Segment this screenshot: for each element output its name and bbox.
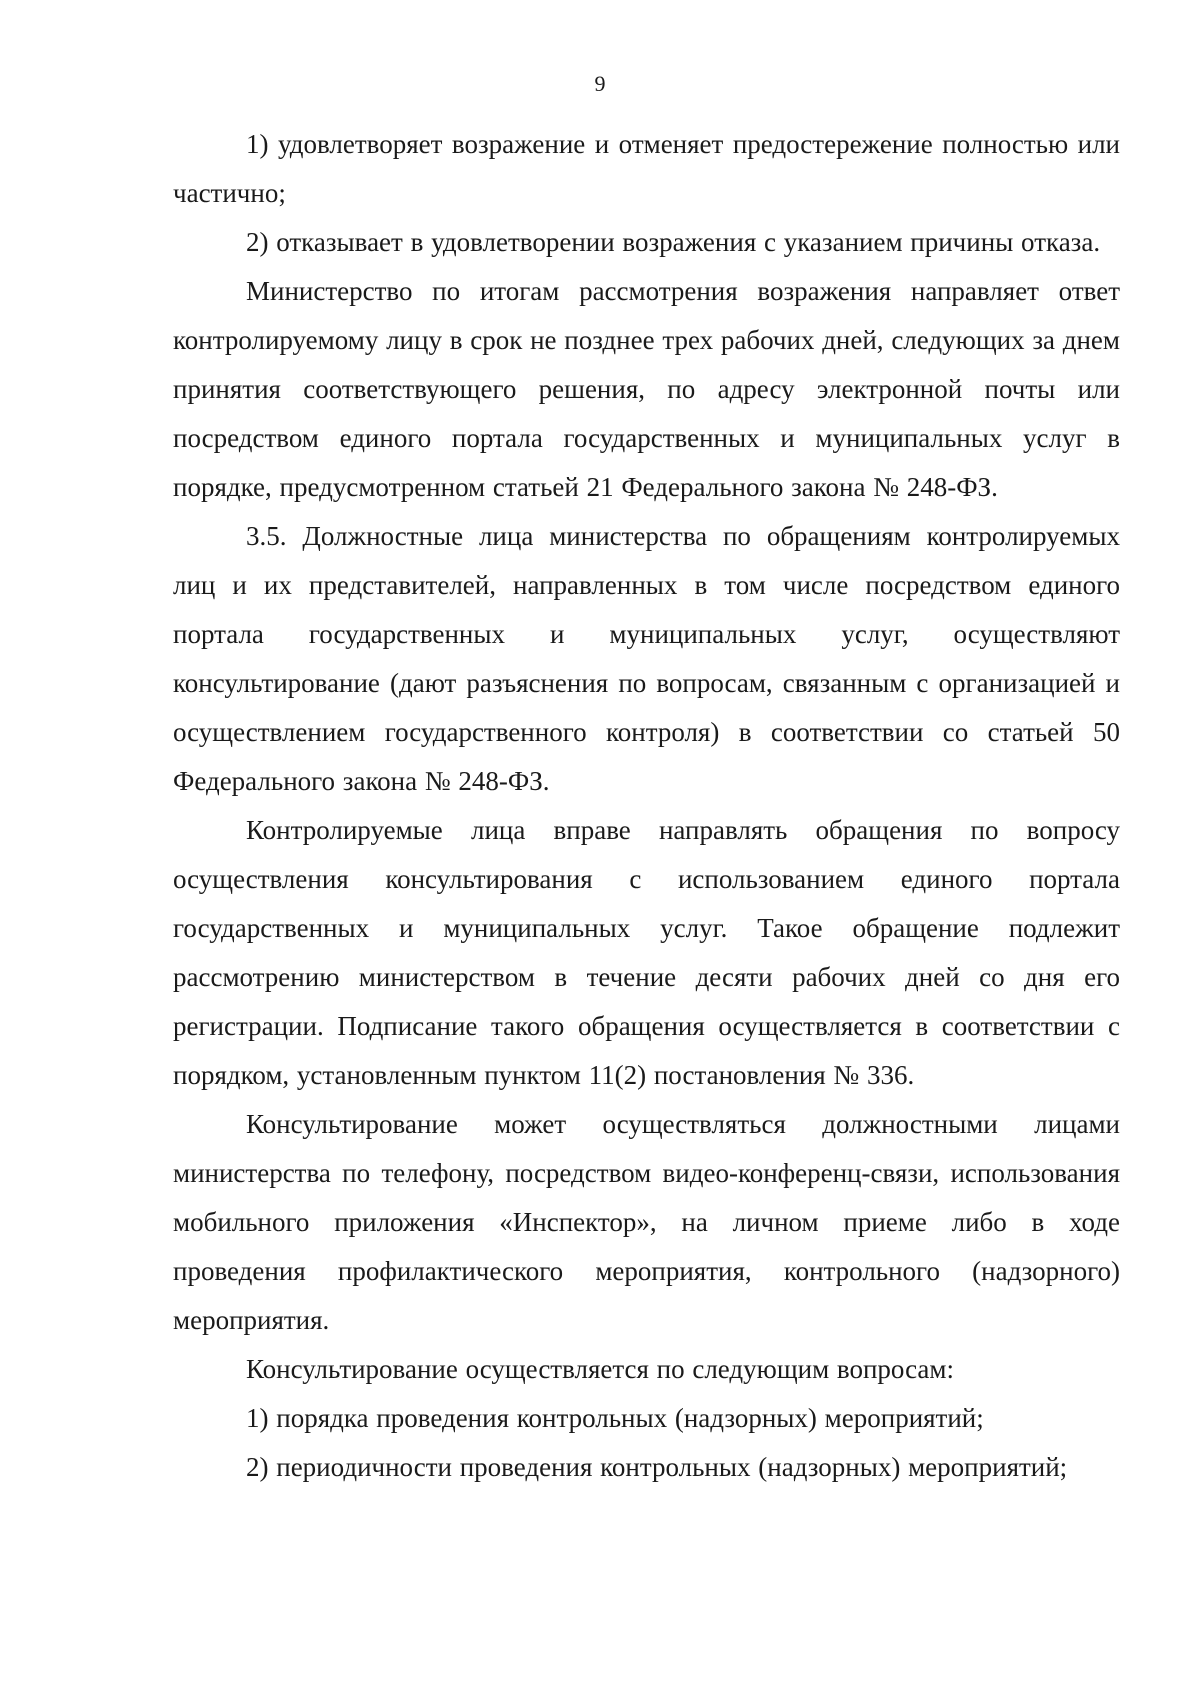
- paragraph-section-3-5: 3.5. Должностные лица министерства по обращениям контролируемых лиц и их представителей, направленных в том числе посредством единого портала государственных и муниципальных услуг, осуществляют консультирование (дают разъяснения по вопросам, связанным с организацией и осуществлением государственного контроля) в соответствии со статьей 50 Федерального закона № 248-ФЗ.: [173, 521, 1120, 796]
- paragraph-item-1-satisfies-objection: 1) удовлетворяет возражение и отменяет предостережение полностью или частично;: [173, 129, 1120, 208]
- paragraph-item-2-refuses-objection: 2) отказывает в удовлетворении возражения с указанием причины отказа.: [246, 227, 1101, 257]
- paragraph-controlled-persons-appeals: Контролируемые лица вправе направлять обращения по вопросу осуществления консультирования с использованием единого портала государственных и муниципальных услуг. Такое обращение подлежит рассмотрению министерством в течение десяти рабочих дней со дня его регистрации. Подписание такого обращения осуществляется в соответствии с порядком, установленным пунктом 11(2) постановления № 336.: [173, 815, 1120, 1090]
- paragraph-consultation-methods: Консультирование может осуществляться должностными лицами министерства по телефону, посредством видео-конференц-связи, использования мобильного приложения «Инспектор», на личном приеме либо в ходе проведения профилактического мероприятия, контрольного (надзорного) мероприятия.: [173, 1109, 1120, 1335]
- page-number: 9: [594, 71, 606, 96]
- paragraph-question-2: 2) периодичности проведения контрольных (надзорных) мероприятий;: [246, 1452, 1068, 1482]
- paragraph-consultation-questions-intro: Консультирование осуществляется по следующим вопросам:: [246, 1354, 954, 1384]
- paragraph-ministry-response: Министерство по итогам рассмотрения возражения направляет ответ контролируемому лицу в срок не позднее трех рабочих дней, следующих за днем принятия соответствующего решения, по адресу электронной почты или посредством единого портала государственных и муниципальных услуг в порядке, предусмотренном статьей 21 Федерального закона № 248-ФЗ.: [173, 276, 1120, 502]
- paragraph-question-1: 1) порядка проведения контрольных (надзорных) мероприятий;: [246, 1403, 984, 1433]
- document-body: [173, 120, 1120, 1492]
